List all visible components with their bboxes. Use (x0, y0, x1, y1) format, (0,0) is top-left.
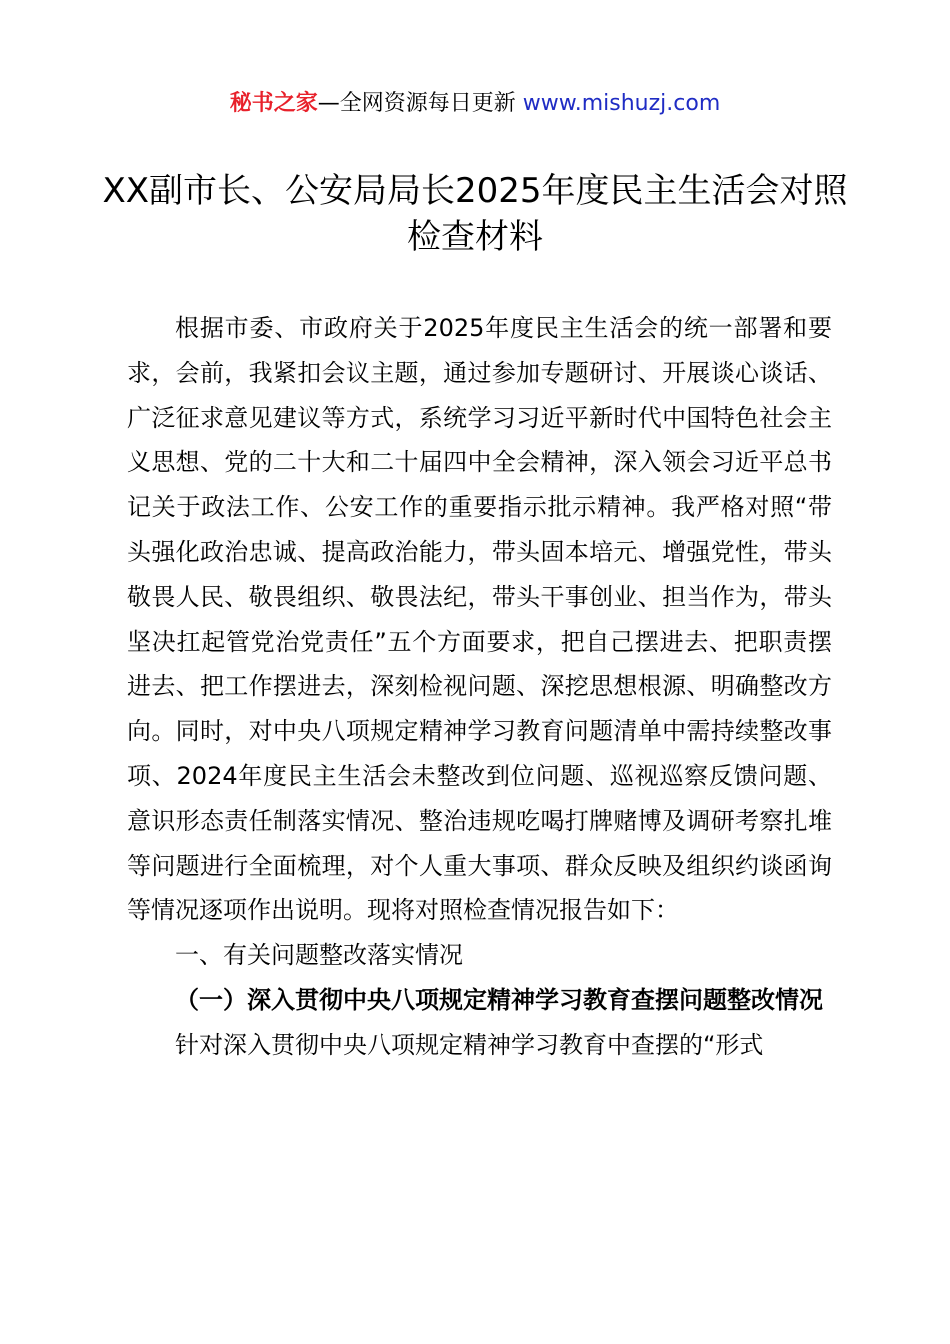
site-header (0, 86, 950, 122)
intro-paragraph: 根据市委、市政府关于2025年度民主生活会的统一部署和要求，会前，我紧扣会议主题，通过参加专题研讨、开展谈心谈话、广泛征求意见建议等方式，系统学习习近平新时代中国特色社会主义思想、党的二十大和二十届四中全会精神，深入领会习近平总书记关于政法工作、公安工作的重要指示批示精神。我严格对照“带头强化政治忠诚、提高政治能力，带头固本培元、增强党性，带头敬畏人民、敬畏组织、敬畏法纪，带头干事创业、担当作为，带头坚决扛起管党治党责任”五个方面要求，把自己摆进去、把职责摆进去、把工作摆进去，深刻检视问题、深挖思想根源、明确整改方向。同时，对中央八项规定精神学习教育问题清单中需持续整改事项、2024年度民主生活会未整改到位问题、巡视巡察反馈问题、意识形态责任制落实情况、整治违规吃喝打牌赌博及调研考察扎堆等问题进行全面梳理，对个人重大事项、群众反映及组织约谈函询等情况逐项作出说明。现将对照检查情况报告如下： (127, 314, 832, 925)
brand-name: 秘书之家 (229, 91, 318, 116)
header-slogan: —全网资源每日更新 (317, 91, 523, 116)
document-body (127, 306, 832, 1068)
subsection-paragraph: 针对深入贯彻中央八项规定精神学习教育中查摆的“形式 (175, 1030, 764, 1059)
subsection-heading-1: （一）深入贯彻中央八项规定精神学习教育查摆问题整改情况 (175, 985, 823, 1014)
document-title: XX副市长、公安局局长2025年度民主生活会对照检查材料 (102, 171, 848, 257)
site-url-link[interactable]: www.mishuzj.com (522, 91, 721, 116)
section-heading-1: 一、有关问题整改落实情况 (175, 941, 463, 970)
